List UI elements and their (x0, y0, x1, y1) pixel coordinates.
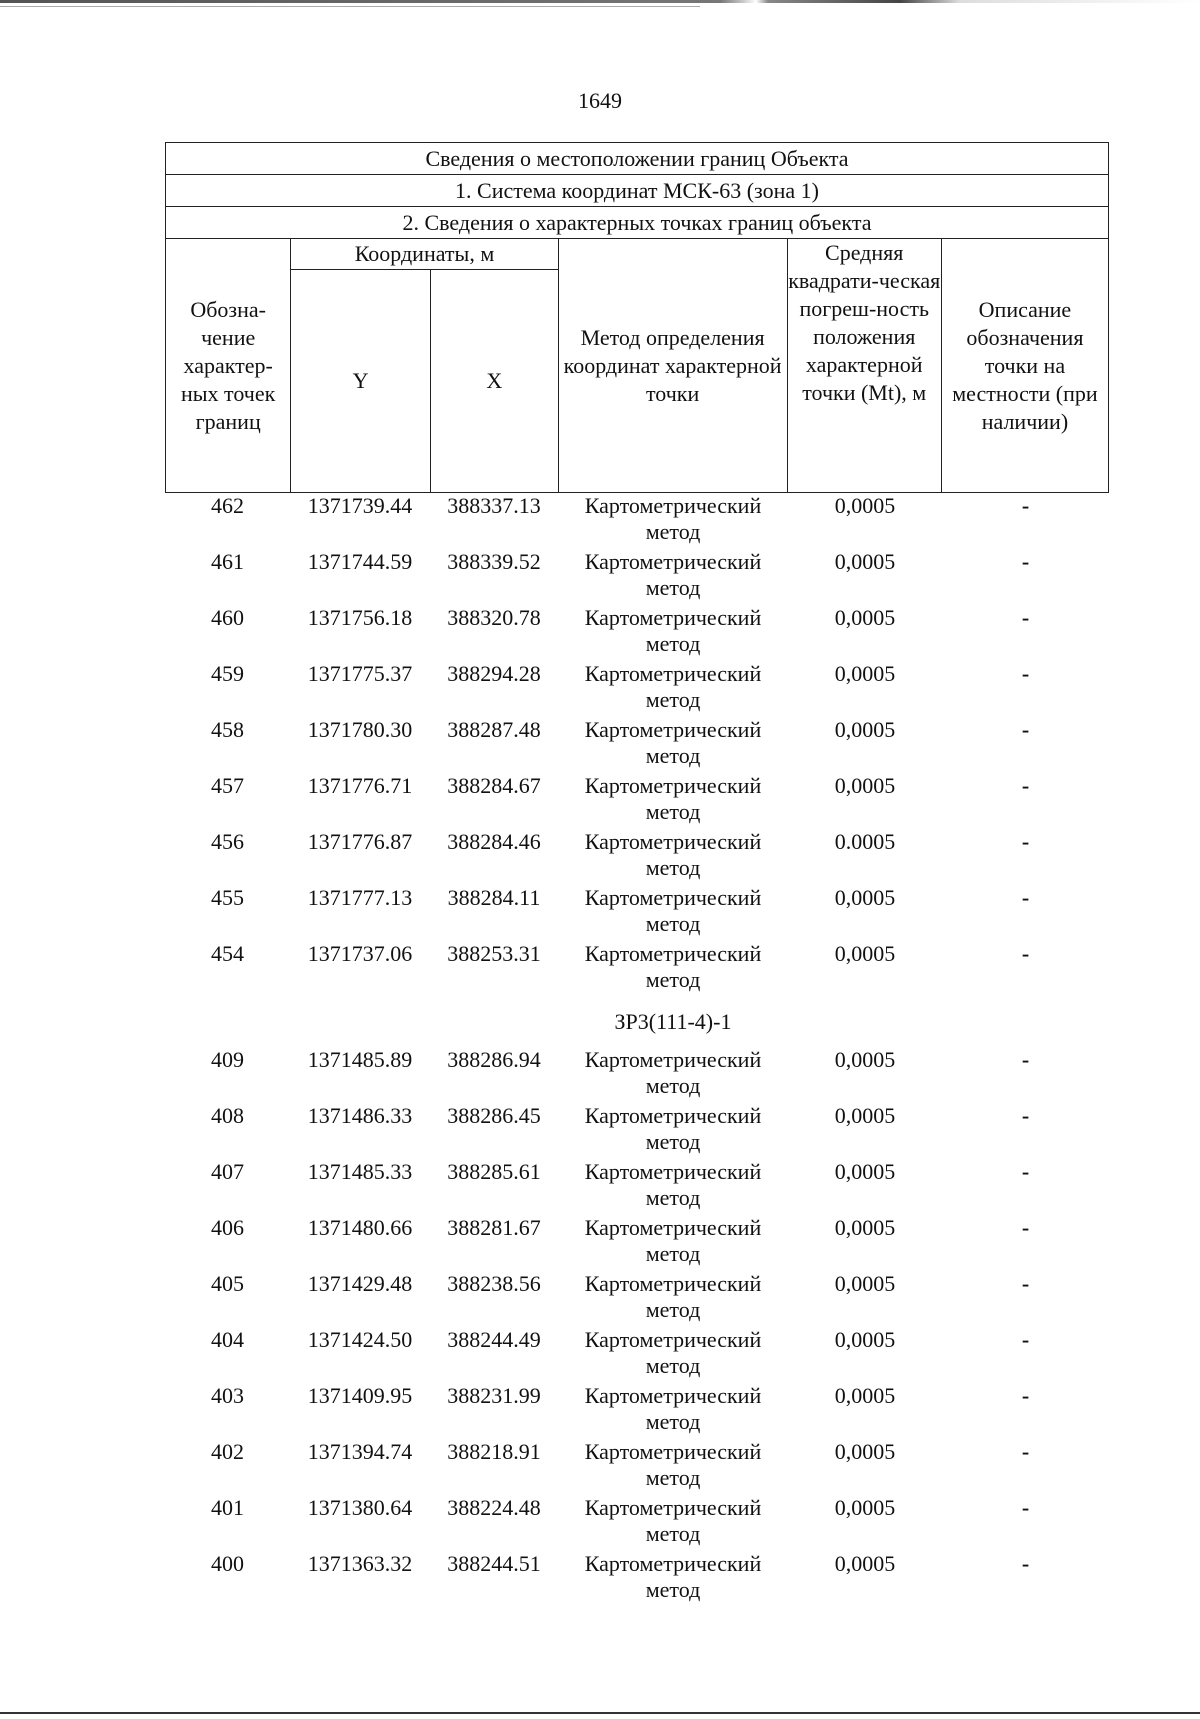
header-table (165, 142, 1109, 493)
table-row (165, 1383, 1109, 1439)
error: 0,0005 (834, 661, 896, 686)
error: 0,0005 (834, 1551, 896, 1576)
coordinates-document (165, 142, 1109, 1607)
description: - (1021, 1551, 1030, 1576)
point-id: 455 (211, 885, 244, 910)
coord-x: 388253.31 (447, 941, 541, 966)
coord-y: 1371485.33 (307, 1159, 413, 1184)
error: 0,0005 (834, 773, 896, 798)
table-row (165, 1439, 1109, 1495)
coord-y: 1371409.95 (307, 1383, 413, 1408)
error: 0,0005 (834, 605, 896, 630)
error: 0,0005 (834, 1271, 896, 1296)
scan-edge-top-thin (0, 6, 700, 7)
table-row (165, 605, 1109, 661)
method: Картометрический метод (584, 549, 762, 600)
coord-x: 388294.28 (447, 661, 541, 686)
col-designation-header: Обозна-чение характер-ных точек границ (166, 239, 291, 493)
error: 0,0005 (834, 1327, 896, 1352)
table-row (165, 717, 1109, 773)
coord-x: 388285.61 (447, 1159, 541, 1184)
point-id: 459 (211, 661, 244, 686)
point-id: 406 (211, 1215, 244, 1240)
table-row (165, 773, 1109, 829)
coord-x: 388238.56 (447, 1271, 541, 1296)
error: 0,0005 (834, 493, 896, 518)
point-id: 400 (211, 1551, 244, 1576)
point-id: 408 (211, 1103, 244, 1128)
error: 0,0005 (834, 885, 896, 910)
coord-y: 1371363.32 (307, 1551, 413, 1576)
method: Картометрический метод (584, 941, 762, 992)
coord-y: 1371480.66 (307, 1215, 413, 1240)
col-y-header: Y (291, 270, 431, 493)
description: - (1021, 661, 1030, 686)
method: Картометрический метод (584, 1495, 762, 1546)
table-row (165, 1327, 1109, 1383)
error: 0,0005 (834, 717, 896, 742)
coord-x: 388284.11 (447, 885, 541, 910)
description: - (1021, 1047, 1030, 1072)
error: 0,0005 (834, 549, 896, 574)
point-id: 454 (211, 941, 244, 966)
description: - (1021, 1159, 1030, 1184)
point-id: 404 (211, 1327, 244, 1352)
coord-y: 1371776.87 (307, 829, 413, 854)
coord-y: 1371737.06 (307, 941, 413, 966)
method: Картометрический метод (584, 1551, 762, 1602)
table-row (165, 885, 1109, 941)
error: 0.0005 (834, 829, 896, 854)
coord-y: 1371780.30 (307, 717, 413, 742)
method: Картометрический метод (584, 1271, 762, 1322)
coord-x: 388339.52 (447, 549, 541, 574)
coord-x: 388224.48 (447, 1495, 541, 1520)
description: - (1021, 885, 1030, 910)
points-section-title: 2. Сведения о характерных точках границ объекта (166, 207, 1109, 239)
table-row (165, 941, 1109, 997)
method: Картометрический метод (584, 1159, 762, 1210)
description: - (1021, 493, 1030, 518)
description: - (1021, 1327, 1030, 1352)
coord-x: 388244.51 (447, 1551, 541, 1576)
method: Картометрический метод (584, 493, 762, 544)
section-label: ЗР3(111-4)-1 (614, 1009, 732, 1034)
coord-x: 388284.67 (447, 773, 541, 798)
points-group-2 (165, 1047, 1109, 1607)
point-id: 457 (211, 773, 244, 798)
coord-x: 388320.78 (447, 605, 541, 630)
error: 0,0005 (834, 1439, 896, 1464)
coord-x: 388231.99 (447, 1383, 541, 1408)
point-id: 462 (211, 493, 244, 518)
method: Картометрический метод (584, 1215, 762, 1266)
col-method-header: Метод определения координат характерной точки (558, 239, 787, 493)
method: Картометрический метод (584, 1103, 762, 1154)
coord-x: 388281.67 (447, 1215, 541, 1240)
coord-y: 1371394.74 (307, 1439, 413, 1464)
table-row (165, 549, 1109, 605)
col-coordinates-header: Координаты, м (291, 239, 558, 270)
coord-x: 388286.45 (447, 1103, 541, 1128)
error: 0,0005 (834, 1047, 896, 1072)
point-id: 461 (211, 549, 244, 574)
error: 0,0005 (834, 1495, 896, 1520)
error: 0,0005 (834, 1383, 896, 1408)
point-id: 405 (211, 1271, 244, 1296)
coord-y: 1371424.50 (307, 1327, 413, 1352)
coord-y: 1371429.48 (307, 1271, 413, 1296)
table-row (165, 661, 1109, 717)
points-table (165, 493, 1109, 1607)
table-row (165, 829, 1109, 885)
method: Картометрический метод (584, 773, 762, 824)
error: 0,0005 (834, 1159, 896, 1184)
col-x-header: X (430, 270, 558, 493)
table-row (165, 1047, 1109, 1103)
coord-x: 388218.91 (447, 1439, 541, 1464)
points-group-1 (165, 493, 1109, 997)
description: - (1021, 773, 1030, 798)
description: - (1021, 1495, 1030, 1520)
method: Картометрический метод (584, 1047, 762, 1098)
coord-y: 1371777.13 (307, 885, 413, 910)
description: - (1021, 1439, 1030, 1464)
point-id: 403 (211, 1383, 244, 1408)
coord-y: 1371380.64 (307, 1495, 413, 1520)
col-error-header: Средняя квадрати-ческая погреш-ность положения характерной точки (Mt), м (787, 239, 941, 493)
table-title: Сведения о местоположении границ Объекта (166, 143, 1109, 175)
error: 0,0005 (834, 1215, 896, 1240)
method: Картометрический метод (584, 661, 762, 712)
scan-edge-top (0, 0, 1200, 3)
coord-y: 1371739.44 (307, 493, 413, 518)
coord-y: 1371775.37 (307, 661, 413, 686)
description: - (1021, 549, 1030, 574)
method: Картометрический метод (584, 1383, 762, 1434)
coord-y: 1371485.89 (307, 1047, 413, 1072)
error: 0,0005 (834, 1103, 896, 1128)
method: Картометрический метод (584, 717, 762, 768)
point-id: 460 (211, 605, 244, 630)
table-row (165, 1495, 1109, 1551)
table-row (165, 1215, 1109, 1271)
page-number: 1649 (578, 88, 622, 113)
coordinate-system-title: 1. Система координат МСК-63 (зона 1) (166, 175, 1109, 207)
coord-y: 1371756.18 (307, 605, 413, 630)
description: - (1021, 1215, 1030, 1240)
description: - (1021, 829, 1030, 854)
method: Картометрический метод (584, 885, 762, 936)
section-row (165, 997, 1109, 1047)
coord-x: 388244.49 (447, 1327, 541, 1352)
point-id: 407 (211, 1159, 244, 1184)
table-row (165, 1103, 1109, 1159)
point-id: 401 (211, 1495, 244, 1520)
coord-y: 1371486.33 (307, 1103, 413, 1128)
point-id: 409 (211, 1047, 244, 1072)
description: - (1021, 941, 1030, 966)
coord-x: 388284.46 (447, 829, 541, 854)
table-row (165, 493, 1109, 549)
scan-edge-bottom (0, 1712, 1200, 1714)
coord-y: 1371776.71 (307, 773, 413, 798)
coord-x: 388287.48 (447, 717, 541, 742)
description: - (1021, 1103, 1030, 1128)
table-row (165, 1551, 1109, 1607)
coord-x: 388286.94 (447, 1047, 541, 1072)
col-description-header: Описание обозначения точки на местности (при наличии) (941, 239, 1108, 493)
table-row (165, 1271, 1109, 1327)
method: Картометрический метод (584, 829, 762, 880)
coord-x: 388337.13 (447, 493, 541, 518)
method: Картометрический метод (584, 1327, 762, 1378)
description: - (1021, 717, 1030, 742)
description: - (1021, 605, 1030, 630)
error: 0,0005 (834, 941, 896, 966)
description: - (1021, 1383, 1030, 1408)
point-id: 458 (211, 717, 244, 742)
point-id: 456 (211, 829, 244, 854)
coord-y: 1371744.59 (307, 549, 413, 574)
point-id: 402 (211, 1439, 244, 1464)
description: - (1021, 1271, 1030, 1296)
table-row (165, 1159, 1109, 1215)
method: Картометрический метод (584, 1439, 762, 1490)
method: Картометрический метод (584, 605, 762, 656)
